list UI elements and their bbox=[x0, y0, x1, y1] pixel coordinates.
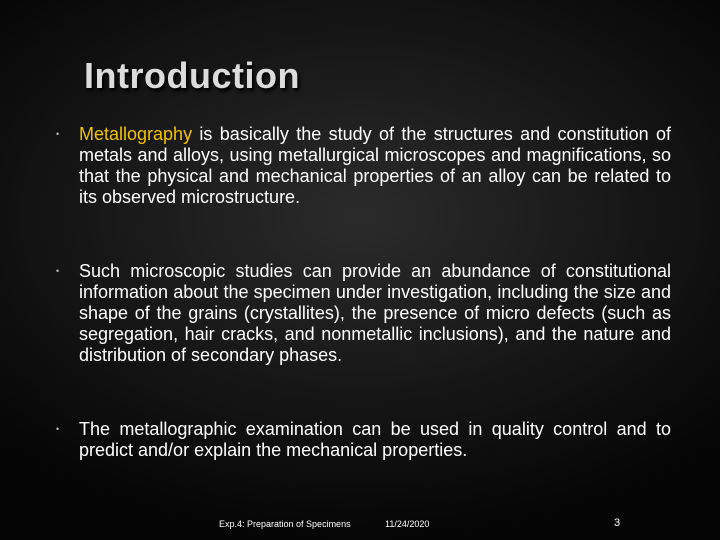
bullet-text: Such microscopic studies can provide an abundance of constitutional information about the specimen under investigation, including the size and shape of the grains (crystallites), the presence of micro defects (such as segregation, hair cracks, and nonmetallic inclusions), and the nature and distribution of secondary phases. bbox=[79, 261, 671, 365]
page-number: 3 bbox=[614, 517, 621, 529]
bullet-icon: • bbox=[56, 424, 60, 434]
bullet-body: is basically the study of the structures and constitution of metals and alloys, using metallurgical microscopes and magnifications, so that the physical and mechanical properties of an alloy can be related to its observed microstructure. bbox=[79, 124, 671, 207]
highlighted-term: Metallography bbox=[79, 124, 193, 144]
footer-date: 11/24/2020 bbox=[385, 519, 430, 529]
footer-label: Exp.4: Preparation of Specimens bbox=[219, 519, 351, 529]
slide-title: Introduction bbox=[84, 55, 300, 96]
bullet-icon: • bbox=[56, 129, 60, 139]
bullet-text: The metallographic examination can be used in quality control and to predict and/or explain the mechanical properties. bbox=[79, 419, 671, 460]
bullet-icon: • bbox=[56, 266, 60, 276]
bullet-text bbox=[79, 124, 671, 208]
